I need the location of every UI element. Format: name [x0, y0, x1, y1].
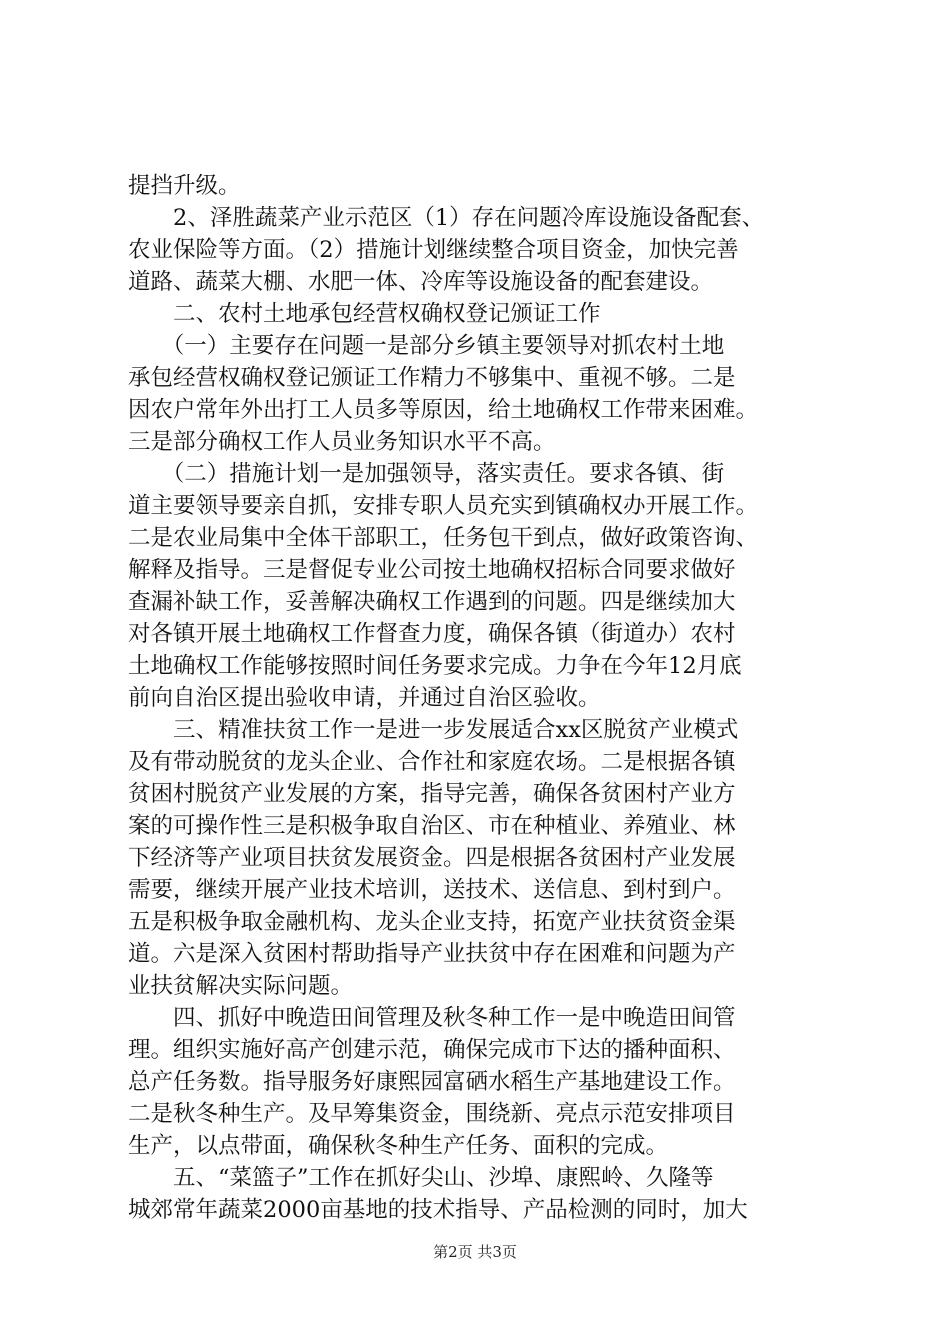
text-line: 对各镇开展土地确权工作督查力度，确保各镇（街道办）农村 [128, 621, 736, 647]
text-line: 五、“菜篮子”工作在抓好尖山、沙埠、康熙岭、久隆等 [128, 1165, 714, 1191]
text-line: 理。组织实施好高产创建示范，确保完成市下达的播种面积、 [128, 1037, 736, 1063]
page-number-footer: 第2页 共3页 [433, 1243, 517, 1261]
document-body [128, 170, 848, 1226]
text-line: 五是积极争取金融机构、龙头企业支持，拓宽产业扶贫资金渠 [128, 909, 736, 935]
text-line: 总产任务数。指导服务好康熙园富硒水稻生产基地建设工作。 [128, 1069, 736, 1095]
text-line: 案的可操作性三是积极争取自治区、市在种植业、养殖业、林 [128, 813, 736, 839]
text-line: 三是部分确权工作人员业务知识水平不高。 [128, 429, 556, 455]
text-line: 三、精准扶贫工作一是进一步发展适合xx区脱贫产业模式 [128, 717, 739, 743]
text-line: 业扶贫解决实际问题。 [128, 973, 354, 999]
text-line: 提挡升级。 [128, 173, 241, 199]
text-line: 二、农村土地承包经营权确权登记颁证工作 [128, 301, 601, 327]
text-line: 解释及指导。三是督促专业公司按土地确权招标合同要求做好 [128, 557, 736, 583]
text-line: 道主要领导要亲自抓，安排专职人员充实到镇确权办开展工作。 [128, 493, 759, 519]
text-line: 土地确权工作能够按照时间任务要求完成。力争在今年12月底 [128, 653, 742, 679]
text-line: 因农户常年外出打工人员多等原因，给土地确权工作带来困难。 [128, 397, 759, 423]
text-line: 生产，以点带面，确保秋冬种生产任务、面积的完成。 [128, 1133, 669, 1159]
text-line: 承包经营权确权登记颁证工作精力不够集中、重视不够。二是 [128, 365, 736, 391]
text-line: 道。六是深入贫困村帮助指导产业扶贫中存在困难和问题为产 [128, 941, 736, 967]
text-line: 及有带动脱贫的龙头企业、合作社和家庭农场。二是根据各镇 [128, 749, 736, 775]
text-line: （二）措施计划一是加强领导，落实责任。要求各镇、街 [128, 461, 725, 487]
text-line: 查漏补缺工作，妥善解决确权工作遇到的问题。四是继续加大 [128, 589, 736, 615]
text-line: 二是农业局集中全体干部职工，任务包干到点，做好政策咨询、 [128, 525, 759, 551]
text-line: （一）主要存在问题一是部分乡镇主要领导对抓农村土地 [128, 333, 725, 359]
text-line: 四、抓好中晚造田间管理及秋冬种工作一是中晚造田间管 [128, 1005, 736, 1031]
text-line: 2、泽胜蔬菜产业示范区（1）存在问题冷库设施设备配套、 [128, 205, 765, 231]
text-line: 下经济等产业项目扶贫发展资金。四是根据各贫困村产业发展 [128, 845, 736, 871]
text-line: 农业保险等方面。（2）措施计划继续整合项目资金，加快完善 [128, 237, 739, 263]
text-line: 二是秋冬种生产。及早筹集资金，围绕新、亮点示范安排项目 [128, 1101, 736, 1127]
text-line: 需要，继续开展产业技术培训，送技术、送信息、到村到户。 [128, 877, 736, 903]
text-line: 前向自治区提出验收申请，并通过自治区验收。 [128, 685, 601, 711]
text-line: 道路、蔬菜大棚、水肥一体、冷库等设施设备的配套建设。 [128, 269, 714, 295]
text-line: 贫困村脱贫产业发展的方案，指导完善，确保各贫困村产业方 [128, 781, 736, 807]
text-line: 城郊常年蔬菜2000亩基地的技术指导、产品检测的同时，加大 [128, 1197, 748, 1223]
